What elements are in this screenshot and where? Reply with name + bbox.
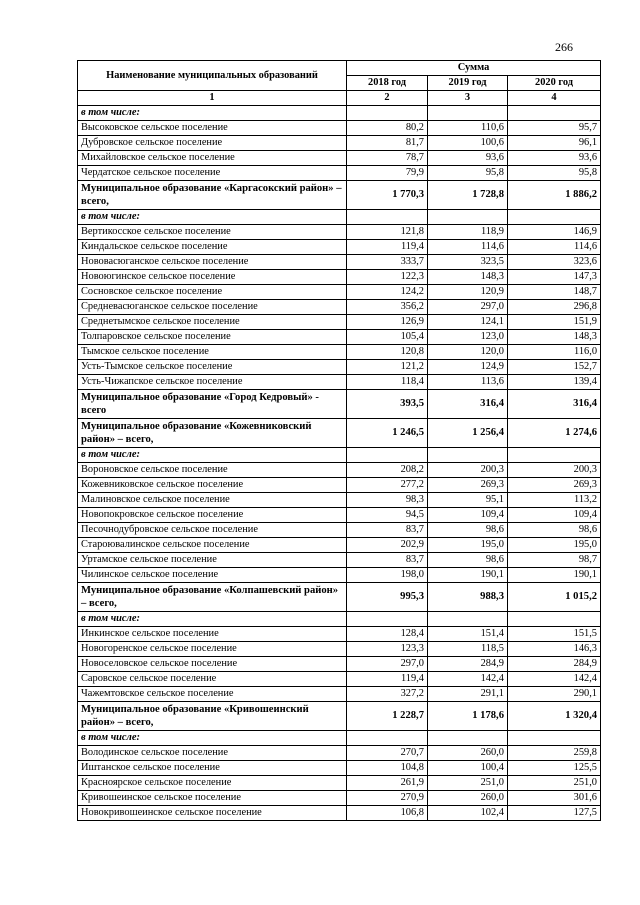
table-row bbox=[78, 463, 601, 478]
value-2020: 316,4 bbox=[508, 390, 601, 419]
empty-cell bbox=[428, 210, 508, 225]
table-row bbox=[78, 642, 601, 657]
table-row bbox=[78, 791, 601, 806]
value-2020: 146,9 bbox=[508, 225, 601, 240]
value-2020: 116,0 bbox=[508, 345, 601, 360]
value-2019: 260,0 bbox=[428, 746, 508, 761]
value-2020: 290,1 bbox=[508, 687, 601, 702]
value-2019: 148,3 bbox=[428, 270, 508, 285]
value-2020: 190,1 bbox=[508, 568, 601, 583]
value-2018: 106,8 bbox=[347, 806, 428, 821]
municipality-name: Средневасюганское сельское поселение bbox=[78, 300, 347, 315]
municipality-name: Высоковское сельское поселение bbox=[78, 121, 347, 136]
value-2019: 123,0 bbox=[428, 330, 508, 345]
header-year-2019: 2019 год bbox=[428, 76, 508, 91]
empty-cell bbox=[347, 612, 428, 627]
municipality-name: Михайловское сельское поселение bbox=[78, 151, 347, 166]
value-2020: 95,8 bbox=[508, 166, 601, 181]
value-2018: 333,7 bbox=[347, 255, 428, 270]
value-2020: 95,7 bbox=[508, 121, 601, 136]
value-2019: 98,6 bbox=[428, 523, 508, 538]
empty-cell bbox=[428, 448, 508, 463]
subheader-label: в том числе: bbox=[78, 731, 347, 746]
table-row bbox=[78, 553, 601, 568]
table-row bbox=[78, 806, 601, 821]
table-row-total bbox=[78, 419, 601, 448]
value-2019: 297,0 bbox=[428, 300, 508, 315]
subheader-label: в том числе: bbox=[78, 448, 347, 463]
value-2020: 301,6 bbox=[508, 791, 601, 806]
table-row bbox=[78, 166, 601, 181]
value-2020: 98,6 bbox=[508, 523, 601, 538]
value-2018: 118,4 bbox=[347, 375, 428, 390]
value-2019: 124,9 bbox=[428, 360, 508, 375]
table-body bbox=[78, 106, 601, 821]
value-2020: 125,5 bbox=[508, 761, 601, 776]
empty-cell bbox=[428, 731, 508, 746]
value-2020: 96,1 bbox=[508, 136, 601, 151]
value-2019: 142,4 bbox=[428, 672, 508, 687]
municipality-name: Малиновское сельское поселение bbox=[78, 493, 347, 508]
table-row bbox=[78, 225, 601, 240]
value-2018: 126,9 bbox=[347, 315, 428, 330]
value-2020: 1 886,2 bbox=[508, 181, 601, 210]
municipality-name: Муниципальное образование «Каргасокский район» – всего, bbox=[78, 181, 347, 210]
value-2019: 98,6 bbox=[428, 553, 508, 568]
value-2020: 127,5 bbox=[508, 806, 601, 821]
table-row bbox=[78, 478, 601, 493]
value-2020: 109,4 bbox=[508, 508, 601, 523]
value-2018: 128,4 bbox=[347, 627, 428, 642]
table-row-subheader bbox=[78, 106, 601, 121]
table-row bbox=[78, 330, 601, 345]
value-2018: 121,8 bbox=[347, 225, 428, 240]
table-row bbox=[78, 151, 601, 166]
table-row bbox=[78, 508, 601, 523]
value-2019: 110,6 bbox=[428, 121, 508, 136]
table-row bbox=[78, 360, 601, 375]
value-2020: 200,3 bbox=[508, 463, 601, 478]
value-2019: 151,4 bbox=[428, 627, 508, 642]
value-2020: 1 015,2 bbox=[508, 583, 601, 612]
municipality-name: Новоюгинское сельское поселение bbox=[78, 270, 347, 285]
value-2019: 200,3 bbox=[428, 463, 508, 478]
value-2019: 988,3 bbox=[428, 583, 508, 612]
value-2018: 119,4 bbox=[347, 240, 428, 255]
table-row-subheader bbox=[78, 448, 601, 463]
municipality-name: Вороновское сельское поселение bbox=[78, 463, 347, 478]
empty-cell bbox=[508, 448, 601, 463]
municipality-name: Староювалинское сельское поселение bbox=[78, 538, 347, 553]
municipality-name: Усть-Тымское сельское поселение bbox=[78, 360, 347, 375]
value-2018: 119,4 bbox=[347, 672, 428, 687]
value-2019: 190,1 bbox=[428, 568, 508, 583]
municipality-name: Иштанское сельское поселение bbox=[78, 761, 347, 776]
empty-cell bbox=[428, 612, 508, 627]
table-row bbox=[78, 493, 601, 508]
table-row-subheader bbox=[78, 210, 601, 225]
value-2020: 151,5 bbox=[508, 627, 601, 642]
header-year-2020: 2020 год bbox=[508, 76, 601, 91]
value-2019: 269,3 bbox=[428, 478, 508, 493]
header-sum-column: Сумма bbox=[347, 61, 601, 76]
value-2020: 142,4 bbox=[508, 672, 601, 687]
empty-cell bbox=[508, 106, 601, 121]
value-2018: 1 228,7 bbox=[347, 702, 428, 731]
value-2018: 270,7 bbox=[347, 746, 428, 761]
municipality-name: Новокривошеинское сельское поселение bbox=[78, 806, 347, 821]
municipality-name: Кривошеинское сельское поселение bbox=[78, 791, 347, 806]
table-row bbox=[78, 776, 601, 791]
value-2019: 284,9 bbox=[428, 657, 508, 672]
table-row-subheader bbox=[78, 731, 601, 746]
municipality-name: Уртамское сельское поселение bbox=[78, 553, 347, 568]
value-2020: 146,3 bbox=[508, 642, 601, 657]
header-year-2018: 2018 год bbox=[347, 76, 428, 91]
value-2020: 195,0 bbox=[508, 538, 601, 553]
value-2020: 269,3 bbox=[508, 478, 601, 493]
municipality-name: Муниципальное образование «Колпашевский район» – всего, bbox=[78, 583, 347, 612]
municipality-name: Кожевниковское сельское поселение bbox=[78, 478, 347, 493]
municipality-name: Инкинское сельское поселение bbox=[78, 627, 347, 642]
header-index-3: 3 bbox=[428, 91, 508, 106]
table-row bbox=[78, 285, 601, 300]
empty-cell bbox=[508, 612, 601, 627]
value-2018: 327,2 bbox=[347, 687, 428, 702]
value-2019: 251,0 bbox=[428, 776, 508, 791]
table-row bbox=[78, 523, 601, 538]
value-2018: 356,2 bbox=[347, 300, 428, 315]
municipality-name: Вертикосское сельское поселение bbox=[78, 225, 347, 240]
value-2018: 121,2 bbox=[347, 360, 428, 375]
value-2019: 291,1 bbox=[428, 687, 508, 702]
value-2019: 195,0 bbox=[428, 538, 508, 553]
value-2020: 114,6 bbox=[508, 240, 601, 255]
value-2019: 260,0 bbox=[428, 791, 508, 806]
value-2018: 98,3 bbox=[347, 493, 428, 508]
table-row bbox=[78, 568, 601, 583]
municipality-name: Нововасюганское сельское поселение bbox=[78, 255, 347, 270]
value-2019: 1 728,8 bbox=[428, 181, 508, 210]
table-row-total bbox=[78, 583, 601, 612]
value-2020: 323,6 bbox=[508, 255, 601, 270]
value-2018: 124,2 bbox=[347, 285, 428, 300]
value-2019: 316,4 bbox=[428, 390, 508, 419]
municipality-name: Толпаровское сельское поселение bbox=[78, 330, 347, 345]
value-2020: 152,7 bbox=[508, 360, 601, 375]
table-row bbox=[78, 687, 601, 702]
table-row bbox=[78, 538, 601, 553]
value-2018: 104,8 bbox=[347, 761, 428, 776]
value-2019: 120,0 bbox=[428, 345, 508, 360]
value-2020: 148,3 bbox=[508, 330, 601, 345]
value-2019: 124,1 bbox=[428, 315, 508, 330]
municipality-name: Песочнодубровское сельское поселение bbox=[78, 523, 347, 538]
value-2018: 94,5 bbox=[347, 508, 428, 523]
municipality-name: Муниципальное образование «Город Кедровый» - всего bbox=[78, 390, 347, 419]
header-index-2: 2 bbox=[347, 91, 428, 106]
municipality-name: Среднетымское сельское поселение bbox=[78, 315, 347, 330]
table-row bbox=[78, 270, 601, 285]
value-2019: 113,6 bbox=[428, 375, 508, 390]
value-2020: 148,7 bbox=[508, 285, 601, 300]
value-2018: 78,7 bbox=[347, 151, 428, 166]
municipality-name: Усть-Чижапское сельское поселение bbox=[78, 375, 347, 390]
value-2020: 1 274,6 bbox=[508, 419, 601, 448]
value-2018: 83,7 bbox=[347, 553, 428, 568]
value-2018: 83,7 bbox=[347, 523, 428, 538]
value-2020: 93,6 bbox=[508, 151, 601, 166]
value-2019: 109,4 bbox=[428, 508, 508, 523]
table-row bbox=[78, 627, 601, 642]
subheader-label: в том числе: bbox=[78, 612, 347, 627]
table-row-total bbox=[78, 181, 601, 210]
municipality-name: Сосновское сельское поселение bbox=[78, 285, 347, 300]
value-2020: 98,7 bbox=[508, 553, 601, 568]
value-2018: 277,2 bbox=[347, 478, 428, 493]
value-2020: 259,8 bbox=[508, 746, 601, 761]
subheader-label: в том числе: bbox=[78, 210, 347, 225]
table-row bbox=[78, 761, 601, 776]
value-2020: 1 320,4 bbox=[508, 702, 601, 731]
empty-cell bbox=[347, 731, 428, 746]
value-2020: 284,9 bbox=[508, 657, 601, 672]
header-index-1: 1 bbox=[78, 91, 347, 106]
value-2020: 147,3 bbox=[508, 270, 601, 285]
value-2018: 261,9 bbox=[347, 776, 428, 791]
value-2018: 105,4 bbox=[347, 330, 428, 345]
value-2018: 123,3 bbox=[347, 642, 428, 657]
value-2020: 113,2 bbox=[508, 493, 601, 508]
value-2018: 122,3 bbox=[347, 270, 428, 285]
municipality-name: Дубровское сельское поселение bbox=[78, 136, 347, 151]
municipality-name: Киндальское сельское поселение bbox=[78, 240, 347, 255]
value-2018: 81,7 bbox=[347, 136, 428, 151]
municipality-name: Чажемтовское сельское поселение bbox=[78, 687, 347, 702]
table-row bbox=[78, 300, 601, 315]
empty-cell bbox=[508, 731, 601, 746]
table-row bbox=[78, 657, 601, 672]
value-2020: 151,9 bbox=[508, 315, 601, 330]
value-2019: 118,9 bbox=[428, 225, 508, 240]
value-2019: 95,8 bbox=[428, 166, 508, 181]
header-index-4: 4 bbox=[508, 91, 601, 106]
value-2019: 100,6 bbox=[428, 136, 508, 151]
value-2019: 93,6 bbox=[428, 151, 508, 166]
table-row bbox=[78, 121, 601, 136]
value-2020: 296,8 bbox=[508, 300, 601, 315]
municipality-name: Муниципальное образование «Кривошеинский район» – всего, bbox=[78, 702, 347, 731]
table-row bbox=[78, 345, 601, 360]
budget-table bbox=[77, 60, 601, 821]
table-row bbox=[78, 255, 601, 270]
municipality-name: Новогоренское сельское поселение bbox=[78, 642, 347, 657]
value-2018: 297,0 bbox=[347, 657, 428, 672]
empty-cell bbox=[508, 210, 601, 225]
table-row bbox=[78, 746, 601, 761]
table-row-subheader bbox=[78, 612, 601, 627]
value-2018: 202,9 bbox=[347, 538, 428, 553]
municipality-name: Чердатское сельское поселение bbox=[78, 166, 347, 181]
municipality-name: Володинское сельское поселение bbox=[78, 746, 347, 761]
value-2019: 114,6 bbox=[428, 240, 508, 255]
table-row bbox=[78, 672, 601, 687]
municipality-name: Чилинское сельское поселение bbox=[78, 568, 347, 583]
empty-cell bbox=[347, 210, 428, 225]
empty-cell bbox=[428, 106, 508, 121]
municipality-name: Новоселовское сельское поселение bbox=[78, 657, 347, 672]
municipality-name: Красноярское сельское поселение bbox=[78, 776, 347, 791]
table-row bbox=[78, 375, 601, 390]
value-2018: 80,2 bbox=[347, 121, 428, 136]
value-2018: 270,9 bbox=[347, 791, 428, 806]
municipality-name: Новопокровское сельское поселение bbox=[78, 508, 347, 523]
value-2019: 120,9 bbox=[428, 285, 508, 300]
value-2020: 139,4 bbox=[508, 375, 601, 390]
municipality-name: Муниципальное образование «Кожевниковский район» – всего, bbox=[78, 419, 347, 448]
municipality-name: Саровское сельское поселение bbox=[78, 672, 347, 687]
table-row-total bbox=[78, 390, 601, 419]
value-2018: 120,8 bbox=[347, 345, 428, 360]
value-2019: 323,5 bbox=[428, 255, 508, 270]
value-2018: 79,9 bbox=[347, 166, 428, 181]
value-2020: 251,0 bbox=[508, 776, 601, 791]
table-row bbox=[78, 315, 601, 330]
table-row bbox=[78, 136, 601, 151]
page-number: 266 bbox=[555, 40, 573, 54]
value-2018: 208,2 bbox=[347, 463, 428, 478]
empty-cell bbox=[347, 106, 428, 121]
subheader-label: в том числе: bbox=[78, 106, 347, 121]
value-2018: 1 246,5 bbox=[347, 419, 428, 448]
value-2018: 1 770,3 bbox=[347, 181, 428, 210]
empty-cell bbox=[347, 448, 428, 463]
value-2019: 102,4 bbox=[428, 806, 508, 821]
value-2018: 393,5 bbox=[347, 390, 428, 419]
value-2018: 198,0 bbox=[347, 568, 428, 583]
value-2019: 1 178,6 bbox=[428, 702, 508, 731]
value-2019: 118,5 bbox=[428, 642, 508, 657]
value-2019: 1 256,4 bbox=[428, 419, 508, 448]
table-row-total bbox=[78, 702, 601, 731]
value-2019: 100,4 bbox=[428, 761, 508, 776]
municipality-name: Тымское сельское поселение bbox=[78, 345, 347, 360]
header-name-column: Наименование муниципальных образований bbox=[78, 61, 347, 91]
value-2019: 95,1 bbox=[428, 493, 508, 508]
table-row bbox=[78, 240, 601, 255]
value-2018: 995,3 bbox=[347, 583, 428, 612]
